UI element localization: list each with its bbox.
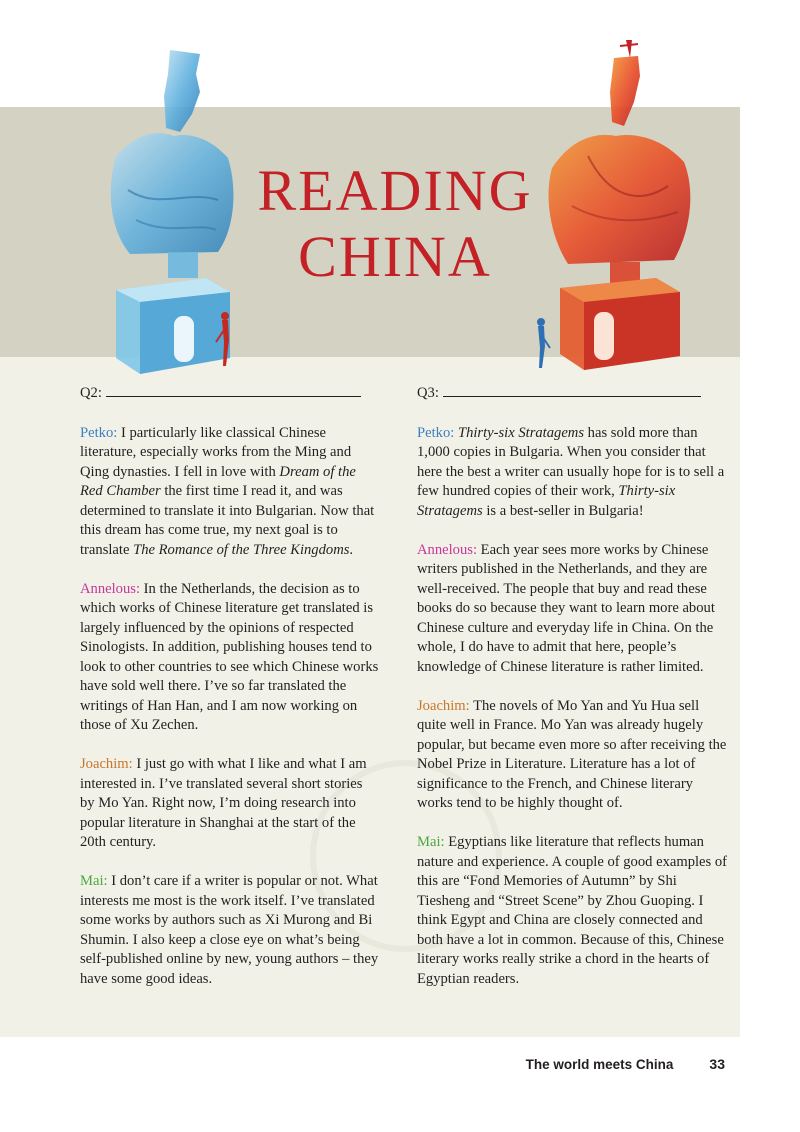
speaker-joachim: Joachim: — [417, 697, 470, 714]
answer-text: I don’t care if a writer is popular or not. What interests me most is the work itself. I’ve translated some works by authors such as Xi Murong and Bi Shumin. I also keep a close eye on what’s being self-published online by new, young authors – they have some good ideas. — [80, 873, 379, 987]
answer-text: Egyptians like literature that reflects human nature and experience. A couple of good examples of this are “Fond Memories of Autumn” by Shi Tiesheng and “Street Scene” by Zhou Guoping. I think Egypt and China are closely connected and both have a lot in common. Because of this, Chinese literary works really strike a chord in the hearts of Egyptian readers. — [417, 834, 728, 987]
title-line-1: READING — [257, 158, 533, 223]
answer-text: In the Netherlands, the decision as to which works of Chinese literature get translated is largely influenced by the opinions of respected Sinologists. In addition, publishing houses tend to look to other countries to see which Chinese works have sold well there. I’ve so far translated the writings of Han Han, and I am now working on those of Xu Zechen. — [80, 580, 379, 733]
question-3-line — [417, 384, 727, 404]
right-column — [417, 384, 727, 1009]
answer-text: The novels of Mo Yan and Yu Hua sell quite well in France. Mo Yan was already hugely popular, but became even more so after receiving the Nobel Prize in Literature. Literature has a lot of significance to the French, and Chinese literary works tend to be highly thought of. — [417, 697, 727, 811]
page-number: 33 — [709, 1056, 725, 1072]
answer-text: is a best-seller in Bulgaria! — [482, 502, 644, 519]
speaker-annelous: Annelous: — [417, 541, 477, 558]
answer-text: has sold more than 1,000 copies in Bulgaria. When you consider that here the best a writer can usually hope for is to sell a few hundred copies of their work, — [417, 424, 725, 499]
question-3-label: Q3: — [417, 385, 439, 401]
book-title: Thirty-six Stratagems — [457, 424, 585, 441]
speaker-petko: Petko: — [80, 424, 118, 441]
page-footer — [526, 1056, 725, 1072]
answer-text: . — [349, 541, 354, 558]
answer-mai — [417, 833, 727, 989]
left-column — [80, 384, 380, 1009]
speaker-joachim: Joachim: — [80, 756, 133, 772]
answer-petko — [417, 424, 727, 522]
answer-text: the first time I read it, and was determined to translate it into Bulgarian. Now that this dream has come true, my next goal is to translate — [80, 483, 375, 558]
book-title: Thirty-six Stratagems — [417, 483, 676, 519]
speaker-petko: Petko: — [417, 424, 455, 441]
answer-annelous — [417, 541, 727, 678]
answer-blank — [106, 386, 361, 397]
footer-section-title: The world meets China — [525, 1057, 674, 1072]
answer-mai — [80, 872, 380, 989]
book-title: Dream of the Red Chamber — [80, 463, 356, 499]
question-2-line — [80, 384, 380, 404]
answer-text: Each year sees more works by Chinese writers published in the Netherlands, and they are well-received. The people that buy and read these books do so because they want to learn more about Chinese culture and everyday life in China. On the whole, I do have to admit that here, people’s knowledge of Chinese literature is rather limited. — [417, 541, 715, 675]
title-line-2: CHINA — [298, 224, 492, 289]
answer-annelous — [80, 580, 380, 736]
answer-joachim — [417, 697, 727, 814]
page-title — [230, 158, 560, 290]
speaker-mai: Mai: — [417, 834, 445, 850]
answer-text: I particularly like classical Chinese literature, especially works from the Ming and Qing dynasties. I fell in love with — [80, 424, 352, 480]
answer-petko — [80, 424, 380, 561]
question-2-label: Q2: — [80, 385, 102, 401]
answer-text: I just go with what I like and what I am interested in. I’ve translated several short stories by Mo Yan. Right now, I’m doing research into popular literature in Shanghai at the start of the 20th century. — [80, 756, 367, 850]
answer-blank — [443, 386, 701, 397]
speaker-annelous: Annelous: — [80, 580, 140, 597]
answer-joachim — [80, 755, 380, 853]
speaker-mai: Mai: — [80, 873, 108, 889]
book-title: The Romance of the Three Kingdoms — [133, 541, 350, 558]
